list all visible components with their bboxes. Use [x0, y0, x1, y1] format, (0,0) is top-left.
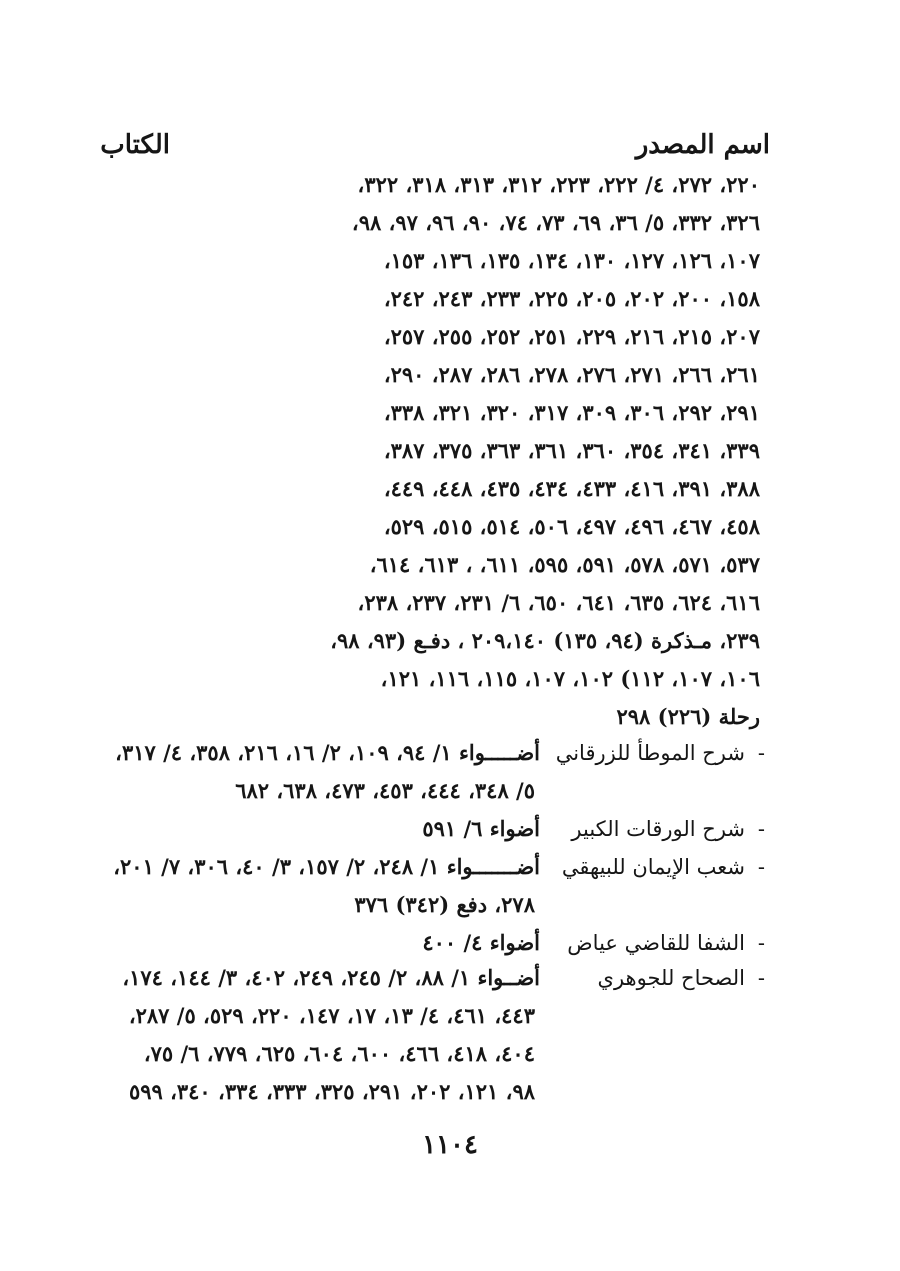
continuation-line: ٢٠٧، ٢١٥، ٢١٦، ٢٢٩، ٢٥١، ٢٥٢، ٢٥٥، ٢٥٧،	[383, 324, 760, 349]
entry-dash: -	[757, 741, 765, 765]
entry-refs-line: ٢٧٨، دفع (٣٤٢) ٣٧٦	[354, 892, 535, 917]
continuation-line: ١٥٨، ٢٠٠، ٢٠٢، ٢٠٥، ٢٢٥، ٢٣٣، ٢٤٣، ٢٤٢،	[383, 286, 760, 311]
continuation-line: ٣٣٩، ٣٤١، ٣٥٤، ٣٦٠، ٣٦١، ٣٦٣، ٣٧٥، ٣٨٧،	[383, 438, 760, 463]
continuation-line: ٥٣٧، ٥٧١، ٥٧٨، ٥٩١، ٥٩٥، ٦١١، ، ٦١٣، ٦١٤،	[369, 552, 760, 577]
entry-refs-line: أضواء ٤/ ٤٠٠	[422, 930, 540, 955]
continuation-line: ٣٢٦، ٣٣٢، ٥/ ٣٦، ٦٩، ٧٣، ٧٤، ٩٠، ٩٦، ٩٧، ٩٨،	[351, 210, 760, 235]
continuation-line: ١٠٧، ١٢٦، ١٢٧، ١٣٠، ١٣٤، ١٣٥، ١٣٦، ١٥٣،	[383, 248, 760, 273]
entry-source-name: شرح الورقات الكبير	[571, 817, 745, 841]
entry-dash: -	[757, 855, 765, 879]
entry-refs-line: أضـــــواء ١/ ٩٤، ١٠٩، ٢/ ١٦، ٢١٦، ٣٥٨، ٤/ ٣١٧،	[115, 740, 540, 765]
entry-source-name: شعب الإيمان للبيهقي	[561, 855, 745, 879]
continuation-line: ٦١٦، ٦٢٤، ٦٣٥، ٦٤١، ٦٥٠، ٦/ ٢٣١، ٢٣٧، ٢٣٨،	[357, 590, 760, 615]
continuation-line: ٢٣٩، مـذكرة (٩٤، ١٣٥) ٢٠٩،١٤٠ ، دفـع (٩٣، ٩٨،	[330, 628, 760, 653]
continuation-line: ٣٨٨، ٣٩١، ٤١٦، ٤٣٣، ٤٣٤، ٤٣٥، ٤٤٨، ٤٤٩،	[383, 476, 760, 501]
continuation-line: ٤٥٨، ٤٦٧، ٤٩٦، ٤٩٧، ٥٠٦، ٥١٤، ٥١٥، ٥٢٩،	[383, 514, 760, 539]
entry-source-name: الصحاح للجوهري	[597, 966, 745, 990]
entry-source-name: الشفا للقاضي عياض	[567, 931, 745, 955]
continuation-line: ٢٢٠، ٢٧٢، ٤/ ٢٢٢، ٢٢٣، ٣١٢، ٣١٣، ٣١٨، ٣٢٢،	[357, 172, 760, 197]
entry-dash: -	[757, 966, 765, 990]
continuation-line: ١٠٦، ١٠٧، ١١٢) ١٠٢، ١٠٧، ١١٥، ١١٦، ١٢١،	[380, 666, 760, 691]
entry-refs-line: ٤٠٤، ٤١٨، ٤٦٦، ٦٠٠، ٦٠٤، ٦٢٥، ٧٧٩، ٦/ ٧٥،	[143, 1041, 535, 1066]
continuation-line: رحلة (٢٢٦) ٢٩٨	[616, 704, 760, 729]
entry-refs-line: أضــواء ١/ ٨٨، ٢/ ٢٤٥، ٢٤٩، ٤٠٢، ٣/ ١٤٤، ١٧٤،	[122, 965, 540, 990]
entry-refs-line: أضـــــــواء ١/ ٢٤٨، ٢/ ١٥٧، ٣/ ٤٠، ٣٠٦، ٧/ ٢٠١،	[113, 854, 540, 879]
entry-refs-line: ٤٤٣، ٤٦١، ٤/ ١٣، ١٧، ١٤٧، ٢٢٠، ٥٢٩، ٥/ ٢٨٧،	[128, 1003, 535, 1028]
entry-dash: -	[757, 931, 765, 955]
header-source-name: اسم المصدر	[635, 130, 770, 160]
entry-refs-line: ٥/ ٣٤٨، ٤٤٤، ٤٥٣، ٤٧٣، ٦٣٨، ٦٨٢	[235, 778, 535, 803]
entry-dash: -	[757, 817, 765, 841]
continuation-line: ٢٩١، ٢٩٢، ٣٠٦، ٣٠٩، ٣١٧، ٣٢٠، ٣٢١، ٣٣٨،	[383, 400, 760, 425]
entry-source-name: شرح الموطأ للزرقاني	[555, 741, 745, 765]
entry-refs-line: ٩٨، ١٢١، ٢٠٢، ٢٩١، ٣٢٥، ٣٣٣، ٣٣٤، ٣٤٠، ٥٩٩	[128, 1079, 535, 1104]
page-number: ١١٠٤	[422, 1130, 478, 1160]
header-book: الكتاب	[100, 130, 170, 160]
entry-refs-line: أضواء ٦/ ٥٩١	[422, 816, 540, 841]
continuation-line: ٢٦١، ٢٦٦، ٢٧١، ٢٧٦، ٢٧٨، ٢٨٦، ٢٨٧، ٢٩٠،	[383, 362, 760, 387]
